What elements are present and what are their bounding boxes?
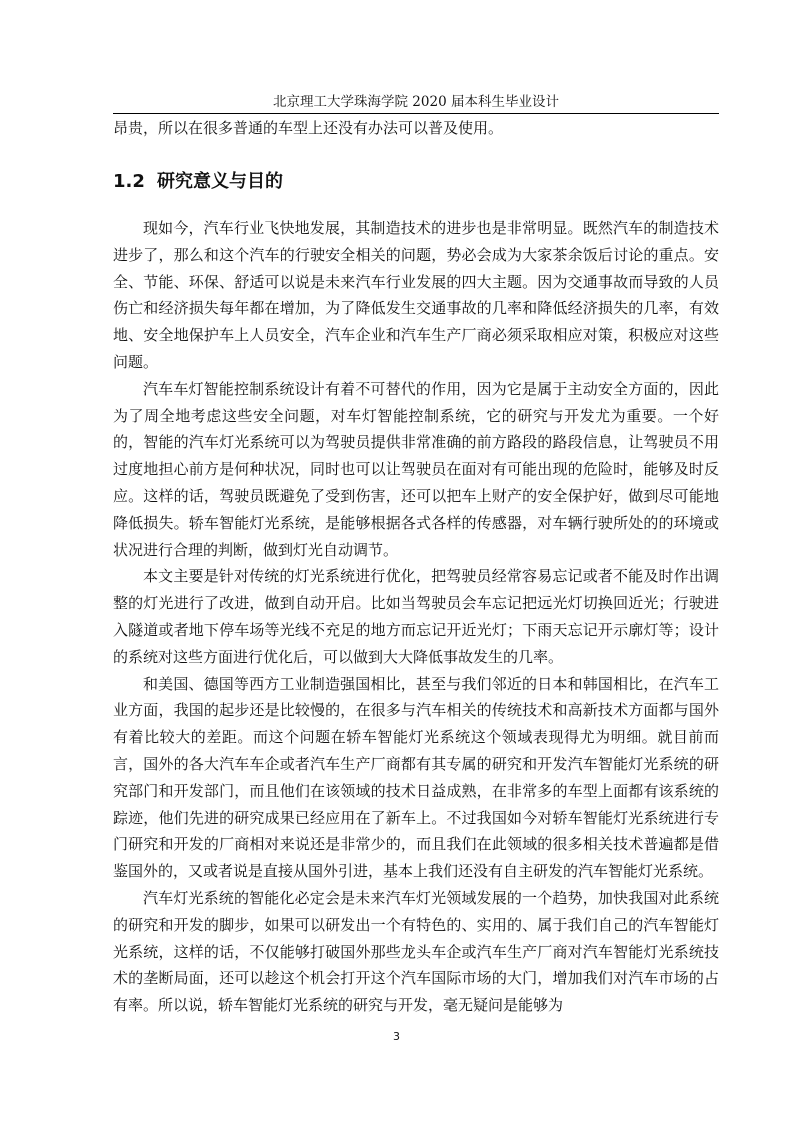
body-paragraphs bbox=[113, 215, 719, 1019]
paragraph: 汽车灯光系统的智能化必定会是未来汽车灯光领域发展的一个趋势，加快我国对此系统的研究和开发的脚步，如果可以研发出一个有特色的、实用的、属于我们自己的汽车智能灯光系统，这样的话，不仅能够打破国外那些龙头车企或汽车生产厂商对汽车智能灯光系统技术的垄断局面，还可以趁这个机会打开这个汽车国际市场的大门，增加我们对汽车市场的占有率。所以说，轿车智能灯光系统的研究与开发，毫无疑问是能够为 bbox=[113, 888, 719, 1015]
section-title: 研究意义与目的 bbox=[157, 171, 283, 192]
page-number: 3 bbox=[393, 1030, 400, 1043]
paragraph: 现如今，汽车行业飞快地发展，其制造技术的进步也是非常明显。既然汽车的制造技术进步了，那么和这个汽车的行驶安全相关的问题，势必会成为大家茶余饭后讨论的重点。安全、节能、环保、舒适可以说是未来汽车行业发展的四大主题。因为交通事故而导致的人员伤亡和经济损失每年都在增加，为了降低发生交通事故的几率和降低经济损失的几率，有效地、安全地保护车上人员安全，汽车企业和汽车生产厂商必须采取相应对策，积极应对这些问题。 bbox=[113, 219, 719, 371]
paragraph: 本文主要是针对传统的灯光系统进行优化，把驾驶员经常容易忘记或者不能及时作出调整的灯光进行了改进，做到自动开启。比如当驾驶员会车忘记把远光灯切换回近光；行驶进入隧道或者地下停车场等光线不充足的地方而忘记开近光灯；下雨天忘记开示廓灯等；设计的系统对这些方面进行优化后，可以做到大大降低事故发生的几率。 bbox=[113, 567, 719, 666]
section-number: 1.2 bbox=[113, 171, 145, 192]
page-header: 北京理工大学珠海学院 2020 届本科生毕业设计 bbox=[113, 92, 719, 114]
section-heading bbox=[113, 168, 283, 196]
paragraph: 和美国、德国等西方工业制造强国相比，甚至与我们邻近的日本和韩国相比，在汽车工业方面，我国的起步还是比较慢的，在很多与汽车相关的传统技术和高新技术方面都与国外有着比较大的差距。而这个问题在轿车智能灯光系统这个领域表现得尤为明细。就目前而言，国外的各大汽车车企或者汽车生产厂商都有其专属的研究和开发汽车智能灯光系统的研究部门和开发部门，而且他们在该领域的技术日益成熟，在非常多的车型上面都有该系统的踪迹，他们先进的研究成果已经应用在了新车上。不过我国如今对轿车智能灯光系统进行专门研究和开发的厂商相对来说还是非常少的，而且我们在此领域的很多相关技术普遍都是借鉴国外的，又或者说是直接从国外引进，基本上我们还没有自主研发的汽车智能灯光系统。 bbox=[113, 674, 719, 881]
continued-paragraph: 昂贵，所以在很多普通的车型上还没有办法可以普及使用。 bbox=[113, 119, 504, 137]
paragraph: 汽车车灯智能控制系统设计有着不可替代的作用，因为它是属于主动安全方面的，因此为了周全地考虑这些安全问题，对车灯智能控制系统，它的研究与开发尤为重要。一个好的，智能的汽车灯光系统可以为驾驶员提供非常准确的前方路段的路段信息，让驾驶员不用过度地担心前方是何种状况，同时也可以让驾驶员在面对有可能出现的危险时，能够及时反应。这样的话，驾驶员既避免了受到伤害，还可以把车上财产的安全保护好，做到尽可能地降低损失。轿车智能灯光系统，是能够根据各式各样的传感器，对车辆行驶所处的的环境或状况进行合理的判断，做到灯光自动调节。 bbox=[113, 379, 719, 559]
